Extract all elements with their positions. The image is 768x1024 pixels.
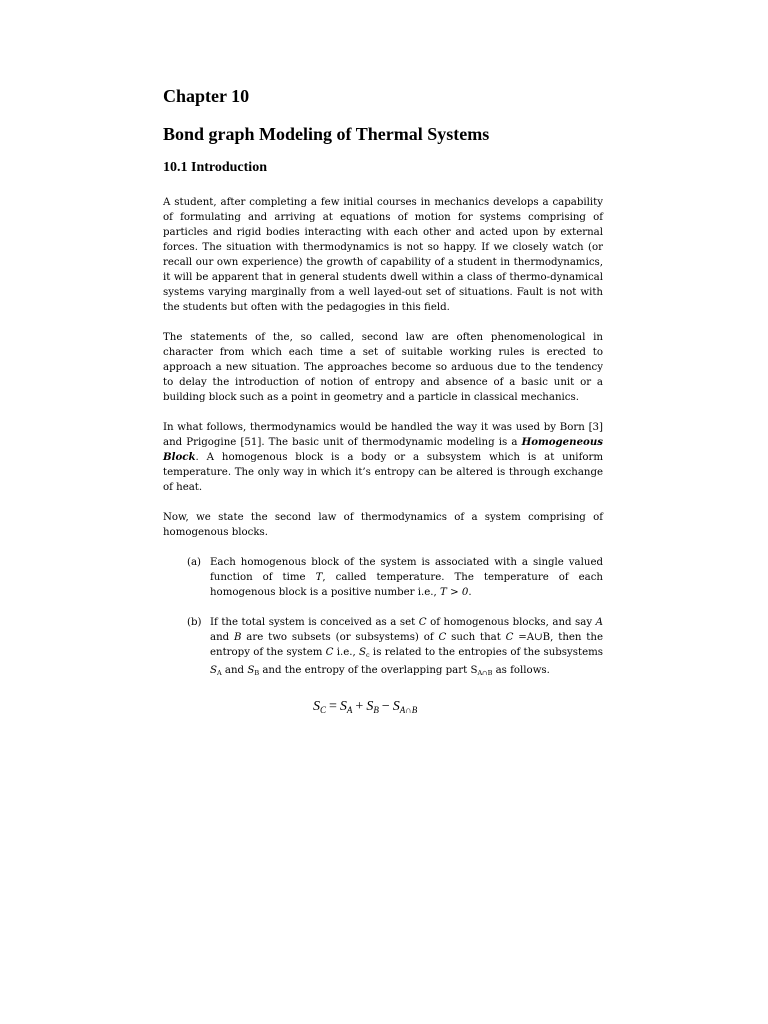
list-marker: (a): [187, 557, 202, 568]
variable: T > 0: [440, 587, 469, 598]
subscript: A∩B: [477, 669, 493, 677]
text-run: such that: [446, 632, 506, 643]
section-heading: 10.1 Introduction: [163, 160, 267, 175]
variable: C: [438, 632, 447, 643]
chapter-number: Chapter 10: [163, 86, 250, 106]
variable: C: [418, 617, 427, 628]
text-run: and the entropy of the overlapping part S: [259, 665, 478, 676]
eq-operator: +: [355, 699, 364, 714]
eq-operator: =: [329, 699, 337, 714]
text-run: are two subsets (or subsystems) of: [241, 632, 439, 643]
paragraph-second-law: The statements of the, so called, second law are often phenomenological in character from which each time a set of suitable working rules is erected to approach a new situation. The approaches become so arduous due to the tendency to delay the introduction of notion of entropy and absence of a basic unit or a building block such as a point in geometry and a particle in classical mechanics.: [163, 332, 603, 403]
text-run: =A∪B, then the entropy of the system: [210, 632, 603, 658]
document-page: [163, 84, 603, 720]
paragraph-intro: A student, after completing a few initial courses in mechanics develops a capability of formulating and arriving at equations of motion for systems comprising of particles and rigid bodies interacting with each other and acted upon by external forces. The situation with thermodynamics is not so happy. If we closely watch (or recall our own experience) the growth of capability of a student in thermodynamics, it will be apparent that in general students dwell within a class of thermo-dynamical systems varying marginally from a well layed-out set of situations. Fault is not with the students but often with the pedagogies in this field.: [163, 197, 603, 313]
variable: C: [325, 647, 334, 658]
eq-subscript: B: [373, 705, 379, 715]
eq-subscript: C: [320, 705, 327, 715]
variable: C: [505, 632, 514, 643]
text-run: as follows.: [492, 665, 550, 676]
subscript: c: [366, 651, 370, 659]
text-run: . A homogenous block is a body or a subsystem which is at uniform temperature. The only way in which it’s entropy can be altered is through exchange of heat.: [163, 452, 603, 493]
list-item-text: [210, 615, 603, 681]
eq-subscript: A∩B: [399, 705, 418, 715]
variable: B: [233, 632, 242, 643]
text-run: Each homogenous block of the system is associated with a single valued function of time: [210, 557, 603, 583]
subscript: B: [254, 669, 260, 677]
eq-subscript: A: [346, 705, 353, 715]
paragraph-statement: Now, we state the second law of thermodynamics of a system comprising of homogenous blocks.: [163, 512, 603, 538]
eq-term: S: [366, 699, 374, 714]
paragraph-homogeneous-block: [163, 420, 603, 495]
list-item-text: [210, 555, 603, 600]
text-run: of homogenous blocks, and say: [426, 617, 596, 628]
chapter-title: Bond graph Modeling of Thermal Systems: [163, 124, 490, 144]
entropy-equation: [163, 697, 603, 720]
text-run: and: [221, 665, 248, 676]
text-run: If the total system is conceived as a set: [210, 617, 419, 628]
list-item-b: [163, 615, 603, 681]
variable: S: [247, 665, 255, 676]
term-homogeneous-block: Homogeneous Block: [163, 436, 603, 463]
variable: T: [315, 572, 323, 583]
variable: A: [595, 617, 603, 628]
text-run: is related to the entropies of the subsystems: [369, 647, 604, 658]
text-run: and: [210, 632, 234, 643]
eq-term: S: [339, 699, 347, 714]
eq-term: S: [313, 699, 320, 714]
eq-operator: −: [381, 699, 390, 714]
subscript: A: [216, 669, 222, 677]
list-item-a: [163, 555, 603, 600]
law-list: [163, 555, 603, 681]
list-marker: (b): [187, 617, 202, 628]
variable: S: [210, 665, 217, 676]
text-run: i.e.,: [333, 647, 360, 658]
text-run: .: [468, 587, 472, 598]
variable: S: [359, 647, 367, 658]
text-run: , called temperature. The temperature of each homogenous block is a positive number i.e.,: [210, 572, 603, 598]
eq-term: S: [392, 699, 400, 714]
text-run: In what follows, thermodynamics would be handled the way it was used by Born [3] and Prigogine [51]. The basic unit of thermodynamic modeling is a: [163, 422, 603, 448]
